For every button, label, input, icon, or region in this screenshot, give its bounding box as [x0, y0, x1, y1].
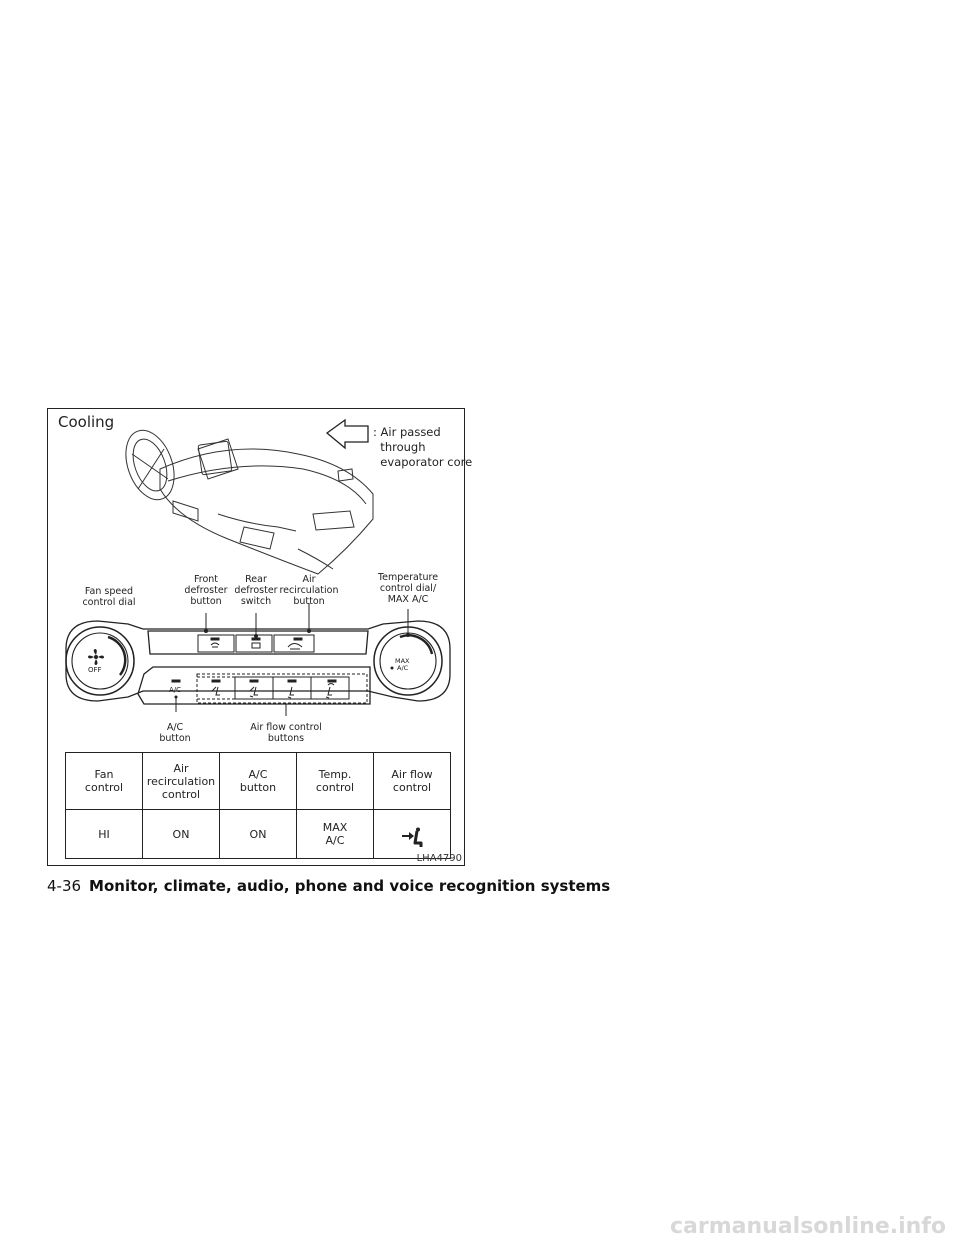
- settings-table: [65, 752, 451, 859]
- header-fan-control: Fan control: [66, 753, 143, 810]
- max-ac-text-bottom: A/C: [397, 664, 409, 672]
- fan-dial-off-text: OFF: [88, 666, 102, 674]
- header-ac-button: A/C button: [220, 753, 297, 810]
- max-ac-text-top: MAX: [395, 657, 410, 665]
- vent-mode-icon: [399, 827, 425, 851]
- table-header-row: [66, 753, 451, 810]
- ac-button-text: A/C: [169, 686, 182, 694]
- figure-code: LHA4790: [416, 853, 462, 864]
- recirculation-icon: [288, 644, 302, 650]
- figure-title: Cooling: [58, 413, 115, 431]
- lower-button-row: [172, 674, 367, 703]
- dashboard-drawing: [117, 424, 373, 574]
- bi-level-icon: [250, 687, 258, 697]
- value-air-flow-control: [374, 810, 451, 859]
- airflow-arrow-icon: [327, 420, 368, 448]
- temperature-dial: [374, 627, 442, 695]
- value-air-recirculation: ON: [143, 810, 220, 859]
- label-air-recirculation: Air recirculation button: [279, 574, 339, 607]
- front-defroster-icon: [211, 643, 219, 647]
- page-footer: [47, 877, 610, 895]
- cooling-figure: [47, 408, 473, 866]
- label-rear-defroster: Rear defroster switch: [234, 574, 278, 607]
- label-fan-speed: Fan speed control dial: [82, 586, 136, 608]
- header-air-flow-control: Air flow control: [374, 753, 451, 810]
- foot-mode-icon: [288, 687, 294, 698]
- legend-text: : Air passed through evaporator core: [373, 425, 473, 469]
- value-fan-control: HI: [66, 810, 143, 859]
- fan-icon: [88, 649, 104, 665]
- table-value-row: [66, 810, 451, 859]
- section-title: Monitor, climate, audio, phone and voice recognition systems: [89, 877, 611, 895]
- watermark: carmanualsonline.info: [670, 1214, 946, 1239]
- rear-defroster-icon: [252, 643, 260, 648]
- label-temperature: Temperature control dial/ MAX A/C: [377, 572, 439, 605]
- page-number: 4-36: [47, 877, 82, 895]
- value-ac-button: ON: [220, 810, 297, 859]
- label-ac-button: A/C button: [159, 722, 191, 744]
- label-air-flow: Air flow control buttons: [250, 722, 322, 744]
- label-front-defroster: Front defroster button: [184, 574, 228, 607]
- fan-speed-dial: [66, 627, 134, 695]
- header-air-recirculation: Air recirculation control: [143, 753, 220, 810]
- value-temp-control: MAX A/C: [297, 810, 374, 859]
- header-temp-control: Temp. control: [297, 753, 374, 810]
